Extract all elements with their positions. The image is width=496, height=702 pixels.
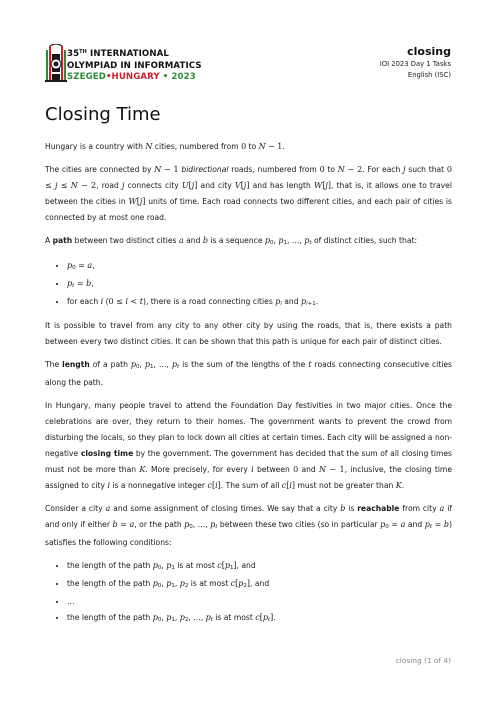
list-item: • the length of the path p0, p1, p2, …, pt is at most c[pt]. bbox=[67, 610, 452, 628]
olympiad-name: 35TH INTERNATIONAL OLYMPIAD IN INFORMATICS SZEGED•HUNGARY • 2023 bbox=[67, 49, 202, 82]
path-rules-list bbox=[45, 258, 452, 312]
reach-rules-list bbox=[45, 558, 452, 628]
contest-info: IOI 2023 Day 1 Tasks bbox=[379, 60, 451, 68]
list-item: • … bbox=[67, 594, 452, 610]
paragraph-intro: Hungary is a country with N cities, numbered from 0 to N − 1. bbox=[45, 142, 285, 151]
list-item: • for each i (0 ≤ i < t), there is a road connecting cities pi and pi+1. bbox=[67, 294, 452, 312]
page-title: Closing Time bbox=[45, 104, 161, 125]
list-item: • pt = b, bbox=[67, 276, 452, 294]
ioi-2023-logo-icon bbox=[45, 44, 67, 82]
paragraph-connectivity: It is possible to travel from any city to any other city by using the roads, that is, there exists a path between every two distinct cities. It can be shown that this path is unique for each pair of distinct cities. bbox=[45, 321, 452, 346]
list-item: • the length of the path p0, p1 is at most c[p1], and bbox=[67, 558, 452, 576]
paragraph-roads: The cities are connected by N − 1 bidirectional roads, numbered from 0 to N − 2. For each j such that 0 ≤ j ≤ N − 2, road j connects city U[j] and city V[j] and has length W[j], that is, it allows one to travel between the cities in W[j] units of time. Each road connects two different cities, and each pair of cities is connected by at most one road. bbox=[45, 165, 452, 222]
list-item: • p0 = a, bbox=[67, 258, 452, 276]
paragraph-reachable: Consider a city a and some assignment of closing times. We say that a city b is reachable from city a if and only if either b = a, or the path p0, …, pt between these two cities (so in particular p0 = a and pt = b) satisfies the following conditions: bbox=[45, 504, 453, 547]
language: English (ISC) bbox=[407, 71, 451, 79]
statement-body bbox=[45, 139, 452, 634]
paragraph-closing-time: In Hungary, many people travel to attend the Foundation Day festivities in two major cities. Once the celebrations are over, they return to their homes. The government wants to prevent the crowd from disturbing the locals, so they plan to lock down all cities at certain times. Each city will be assigned a non-negative closing time by the government. The government has decided that the sum of all closing times must not be more than K. More precisely, for every i between 0 and N − 1, inclusive, the closing time assigned to city i is a nonnegative integer c[i]. The sum of all c[i] must not be greater than K. bbox=[45, 401, 452, 490]
paragraph-path-def: A path between two distinct cities a and b is a sequence p0, p1, …, pt of distinct cities, such that: bbox=[45, 236, 418, 246]
list-item: • the length of the path p0, p1, p2 is at most c[p2], and bbox=[67, 576, 452, 594]
task-meta bbox=[380, 44, 451, 81]
page-footer: closing (1 of 4) bbox=[395, 656, 451, 665]
task-name: closing bbox=[407, 45, 451, 58]
paragraph-length-def: The length of a path p0, p1, …, pt is the sum of the lengths of the t roads connecting consecutive cities along the path. bbox=[45, 360, 452, 387]
